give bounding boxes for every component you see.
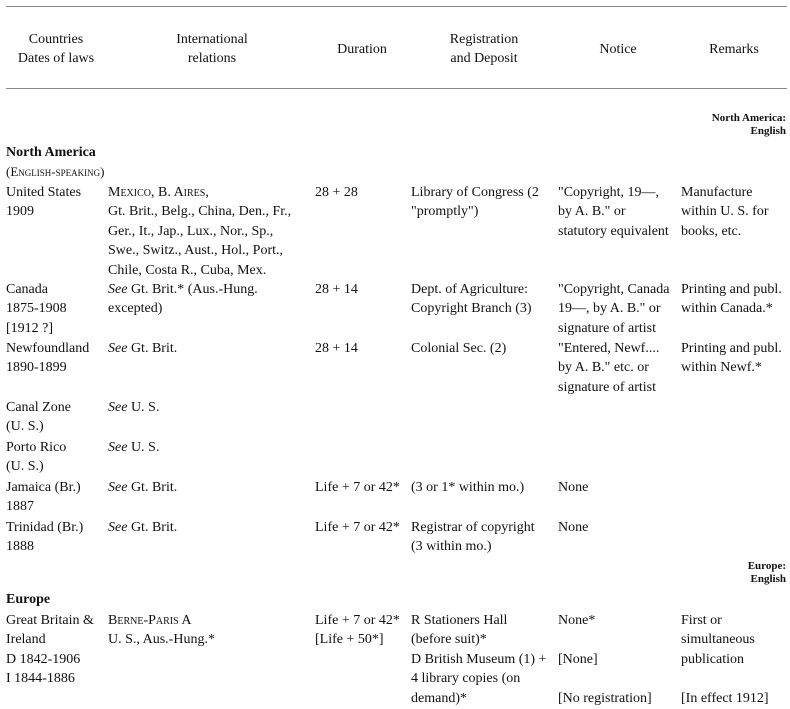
- header-countries: Countries Dates of laws: [17, 32, 95, 66]
- row-newfoundland-registration: Colonial Sec. (2): [411, 341, 507, 356]
- row-trinidad-relations: See Gt. Brit.: [108, 520, 178, 535]
- row-us-registration: Library of Congress (2 "promptly"): [411, 185, 539, 220]
- header-notice: Notice: [599, 42, 637, 57]
- row-gb-relations: Berne-Paris A U. S., Aus.-Hung.*: [108, 613, 215, 648]
- row-jamaica-relations: See Gt. Brit.: [108, 480, 178, 495]
- row-newfoundland-notice: "Entered, Newf.... by A. B." etc. or signature of artist: [558, 341, 660, 395]
- row-canal-zone-relations: See U. S.: [108, 400, 160, 415]
- row-gb-registration: R Stationers Hall (before suit)* D British Museum (1) + 4 library copies (on demand)*: [411, 613, 547, 706]
- row-newfoundland-country: Newfoundland 1890-1899: [6, 341, 90, 376]
- header-remarks: Remarks: [709, 42, 759, 57]
- section-title-north-america: North America: [6, 145, 96, 160]
- row-trinidad-country: Trinidad (Br.) 1888: [6, 520, 84, 555]
- row-gb-duration: Life + 7 or 42* [Life + 50*]: [315, 613, 400, 648]
- row-canada-country: Canada 1875-1908 [1912 ?]: [6, 282, 67, 336]
- row-canada-relations: See Gt. Brit.* (Aus.-Hung. excepted): [108, 282, 258, 317]
- header-registration: Registration and Deposit: [449, 32, 519, 66]
- row-us-country: United States 1909: [6, 185, 82, 220]
- header-duration: Duration: [337, 42, 387, 57]
- section-title-europe: Europe: [6, 592, 51, 607]
- row-canal-zone-country: Canal Zone (U. S.): [6, 400, 71, 435]
- row-jamaica-country: Jamaica (Br.) 1887: [6, 480, 81, 515]
- row-newfoundland-duration: 28 + 14: [315, 341, 358, 356]
- row-us-relations: Mexico, B. Aires, Gt. Brit., Belg., China, Den., Fr., Ger., It., Jap., Lux., Nor., Sp., Swe., Switz., Aust., Hol., Port., Chile, Costa R., Cuba, Mex.: [108, 185, 292, 278]
- row-canada-notice: "Copyright, Canada 19—, by A. B." or signature of artist: [558, 282, 670, 336]
- row-newfoundland-remarks: Printing and publ. within Newf.*: [681, 341, 782, 376]
- row-porto-rico-relations: See U. S.: [108, 440, 160, 455]
- row-us-notice: "Copyright, 19—, by A. B." or statutory equivalent: [558, 185, 669, 239]
- row-us-duration: 28 + 28: [315, 185, 358, 200]
- top-rule: [6, 6, 787, 7]
- corner-label-north-america: North America: English: [711, 112, 786, 137]
- row-canada-remarks: Printing and publ. within Canada.*: [681, 282, 782, 317]
- row-trinidad-notice: None: [558, 520, 589, 535]
- section-subtitle-english-speaking: (English-speaking): [6, 164, 105, 179]
- row-jamaica-duration: Life + 7 or 42*: [315, 480, 400, 495]
- corner-label-europe: Europe: English: [747, 560, 786, 585]
- row-gb-remarks: First or simultaneous publication [In effect 1912]: [681, 613, 769, 706]
- row-trinidad-duration: Life + 7 or 42*: [315, 520, 400, 535]
- header-international-relations: International relations: [176, 32, 248, 66]
- row-canada-registration: Dept. of Agriculture: Copyright Branch (3): [411, 282, 532, 317]
- row-canada-duration: 28 + 14: [315, 282, 358, 297]
- row-porto-rico-country: Porto Rico (U. S.): [6, 440, 67, 475]
- row-newfoundland-relations: See Gt. Brit.: [108, 341, 178, 356]
- header-rule: [6, 88, 787, 89]
- row-gb-country: Great Britain & Ireland D 1842-1906 I 1844-1886: [6, 613, 94, 687]
- row-jamaica-registration: (3 or 1* within mo.): [411, 480, 525, 495]
- row-jamaica-notice: None: [558, 480, 589, 495]
- row-us-remarks: Manufacture within U. S. for books, etc.: [681, 185, 769, 239]
- row-trinidad-registration: Registrar of copyright (3 within mo.): [411, 520, 535, 555]
- row-gb-notice: None* [None] [No registration]: [558, 613, 652, 706]
